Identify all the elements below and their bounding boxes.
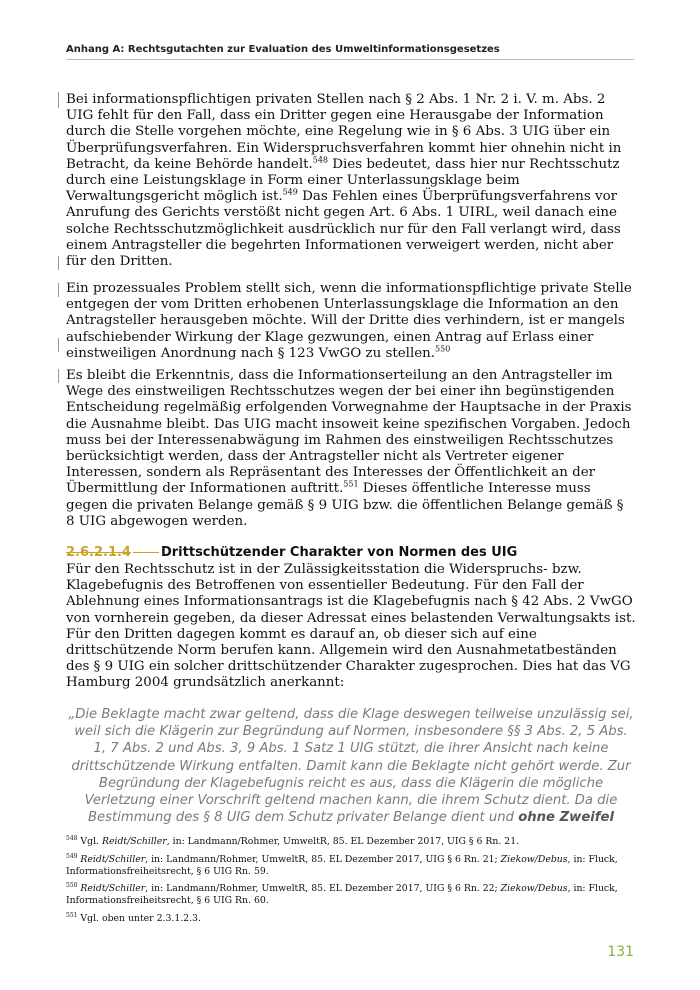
footnote — [66, 854, 636, 878]
footnote-number: 551 — [66, 911, 78, 919]
footnote-ref[interactable]: 550 — [435, 344, 451, 354]
paragraph-3-text: Dieses öffentliche Interesse muss gegen die privaten Belange gemäß § 9 UIG bzw. die öffentlichen Belange gemäß § 8 UIG abgewogen werden. — [66, 481, 624, 529]
footnote-text: , in: Landmann/Rohmer, UmweltR, 85. EL Dezember 2017, UIG § 6 Rn. 21. — [166, 836, 520, 847]
paragraph-4: Für den Rechtsschutz ist in der Zulässigkeitsstation die Widerspruchs- bzw. Klagebefugnis des Betroffenen von essentieller Bedeutung. Für den Fall der Ablehnung eines Informationsantrags ist die Klagebefugnis nach § 42 Abs. 2 VwGO von vornherein gegeben, da dieser Adressat eines belastenden Verwaltungsakts ist. Für den Dritten dagegen kommt es darauf an, ob dieser sich auf eine drittschützende Norm berufen kann. Allgemein wird den Ausnahmetatbeständen des § 9 UIG ein solcher drittschützender Charakter zugesprochen. Dies hat das VG Hamburg 2004 grundsätzlich anerkannt: — [66, 562, 636, 691]
page-number: 131 — [607, 944, 634, 960]
section-title: Drittschützender Charakter von Normen des UIG — [160, 545, 518, 560]
footnote-author: Ziekow/Debus — [500, 853, 568, 865]
footnote-number: 549 — [66, 852, 78, 860]
change-bar — [58, 338, 59, 352]
paragraph-1 — [66, 92, 636, 270]
change-bar — [58, 256, 59, 270]
footnote-author: Reidt/Schiller — [80, 883, 146, 895]
paragraph-2-text: Ein prozessuales Problem stellt sich, wenn die informationspflichtige private Stelle entgegen der vom Dritten erhobenen Unterlassungsklage die Information an den Antragsteller herausgeben möchte. Will der Dritte dies verhindern, ist er mangels aufschiebender Wirkung der Klage gezwungen, einen Antrag auf Erlass einer einstweiligen Anordnung nach § 123 VwGO zu stellen. — [66, 281, 632, 361]
running-header: Anhang A: Rechtsgutachten zur Evaluation des Umweltinformationsgesetzes — [66, 44, 500, 55]
footnote-text: , in: Fluck, Informationsfreiheitsrecht, § 6 UIG Rn. 59. — [66, 853, 618, 877]
footnote-text: Vgl. — [80, 836, 102, 847]
footnote-author: Ziekow/Debus — [500, 883, 568, 895]
court-quote — [66, 706, 636, 826]
footnote-ref[interactable]: 549 — [282, 187, 298, 197]
section-heading — [66, 545, 636, 560]
footnote — [66, 883, 636, 907]
change-bar — [58, 369, 59, 383]
paragraph-1-text: Dies bedeutet, dass hier nur Rechtsschutz durch eine Leistungsklage in Form einer Unterlassungsklage beim Verwaltungsgericht möglich ist. — [66, 156, 620, 205]
section-number: 2.6.2.1.4 — [66, 545, 131, 560]
footnote — [66, 836, 636, 848]
footnote-ref[interactable]: 551 — [343, 479, 359, 489]
footnote — [66, 913, 636, 925]
section-number-strike — [133, 552, 159, 553]
paragraph-3 — [66, 368, 636, 530]
change-bar — [58, 92, 59, 108]
footnote-text: , in: Landmann/Rohmer, UmweltR, 85. EL Dezember 2017, UIG § 6 Rn. 22; — [145, 883, 501, 895]
paragraph-3-text: Es bleibt die Erkenntnis, dass die Informationserteilung an den Antragsteller im Wege des einstweiligen Rechtsschutzes wegen der bei einer ihn begünstigenden Entscheidung regelmäßig erfolgenden Vorwegnahme der Hauptsache in der Praxis die Ausnahme bleibt. Das UIG macht insoweit keine spezifischen Vorgaben. Jedoch muss bei der Interessenabwägung im Rahmen des einstweiligen Rechtsschutzes berücksichtigt werden, dass der Antragsteller nicht als Vertreter eigener Interessen, sondern als Repräsentant des Interesses der Öffentlichkeit an der Übermittlung der Informationen auftritt. — [66, 368, 632, 497]
quote-bold-text: ohne Zweifel — [518, 810, 614, 826]
footnotes — [66, 836, 636, 931]
footnote-text: , in: Fluck, Informationsfreiheitsrecht, § 6 UIG Rn. 60. — [66, 883, 618, 907]
paragraph-2 — [66, 281, 636, 362]
quote-text: „Die Beklagte macht zwar geltend, dass die Klage deswegen teilweise unzulässig sei, weil sich die Klägerin zur Begründung auf Normen, insbesondere §§ 3 Abs. 2, 5 Abs. 1, 7 Abs. 2 und Abs. 3, 9 Abs. 1 Satz 1 UIG stützt, die ihrer Ansicht nach keine drittschützende Wirkung entfalten. Damit kann die Beklagte nicht gehört werde. Zur Begründung der Klagebefugnis reicht es aus, dass die Klägerin die mögliche Verletzung einer Vorschrift geltend machen kann, die ihrem Schutz dient. Da die Bestimmung des § 8 UIG dem Schutz privater Belange dient und — [68, 707, 634, 826]
paragraph-1-text: Bei informationspflichtigen privaten Stellen nach § 2 Abs. 1 Nr. 2 i. V. m. Abs. 2 UIG fehlt für den Fall, dass ein Dritter gegen eine Herausgabe der Information durch die Stelle vorgehen möchte, eine Regelung wie in § 6 Abs. 3 UIG über ein Überprüfungsverfahren. Ein Widerspruchsverfahren kommt hier ohnehin nicht in Betracht, da keine Behörde handelt. — [66, 92, 622, 172]
footnote-number: 550 — [66, 882, 78, 890]
footnote-number: 548 — [66, 834, 78, 842]
paragraph-1-text: Das Fehlen eines Überprüfungsverfahrens vor Anrufung des Gerichts verstößt nicht gegen Art. 6 Abs. 1 UIRL, weil danach eine solche Rechtsschutzmöglichkeit ausdrücklich nur für den Fall verlangt wird, dass einem Antragsteller die begehrten Informationen verweigert werden, nicht aber für den Dritten. — [66, 189, 621, 270]
footnote-author: Reidt/Schiller — [80, 853, 146, 865]
footnote-text: Vgl. oben unter 2.3.1.2.3. — [80, 912, 201, 924]
footnote-ref[interactable]: 548 — [312, 155, 329, 165]
header-divider — [66, 59, 634, 60]
footnote-text: , in: Landmann/Rohmer, UmweltR, 85. EL Dezember 2017, UIG § 6 Rn. 21; — [145, 853, 501, 865]
change-bar — [58, 283, 59, 297]
footnote-author: Reidt/Schiller — [101, 836, 167, 847]
